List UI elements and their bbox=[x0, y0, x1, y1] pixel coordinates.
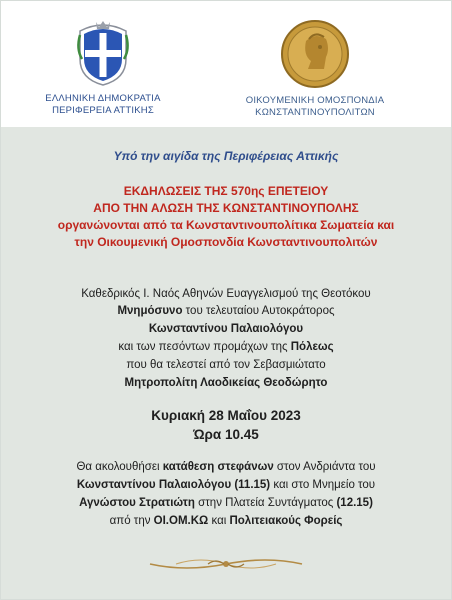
header bbox=[1, 1, 451, 127]
followup-2-b: και στο Μνημείο του bbox=[270, 479, 376, 491]
followup-line-2 bbox=[1, 479, 451, 491]
followup-line-4 bbox=[1, 515, 451, 527]
event-time: Ώρα 10.45 bbox=[193, 427, 259, 442]
followup-3-b: στην Πλατεία Συντάγματος bbox=[194, 497, 337, 509]
content-panel bbox=[1, 127, 451, 599]
memorial-rest: του τελευταίου Αυτοκράτορος bbox=[182, 305, 335, 317]
state-bodies: Πολιτειακούς Φορείς bbox=[229, 515, 343, 527]
church-line: Καθεδρικός Ι. Ναός Αθηνών Ευαγγελισμού της Θεοτόκου bbox=[81, 288, 371, 300]
followup-4-c: και bbox=[208, 515, 230, 527]
memorial-label: Μνημόσυνο bbox=[117, 305, 183, 317]
followup-1-c: στον Ανδριάντα του bbox=[273, 461, 376, 473]
officiant-line: που θα τελεστεί από τον Σεβασμιώτατο bbox=[126, 359, 326, 371]
followup-line-3 bbox=[1, 497, 451, 509]
fallen-city: Πόλεως bbox=[290, 341, 334, 353]
fallen-line bbox=[1, 341, 451, 353]
patronage-subtitle: Υπό την αιγίδα της Περιφέρειας Αττικής bbox=[113, 149, 339, 163]
memorial-line bbox=[1, 305, 451, 317]
followup-3-time: (12.15) bbox=[336, 497, 373, 509]
fallen-start: και των πεσόντων προμάχων της bbox=[118, 341, 291, 353]
byzantine-coin-icon bbox=[278, 19, 352, 89]
decorative-flourish-icon bbox=[146, 552, 306, 576]
attica-logo-line-1: ΕΛΛΗΝΙΚΗ ΔΗΜΟΚΡΑΤΙΑ bbox=[45, 93, 161, 104]
followup-line-1 bbox=[1, 461, 451, 473]
organizers-line-1: οργανώνονται από τα Κωνσταντινουπολίτικα Σωματεία και bbox=[57, 218, 395, 232]
wreath-laying: κατάθεση στεφάνων bbox=[162, 461, 274, 473]
organizers-line-2: την Οικουμενική Ομοσπονδία Κωνσταντινουπολιτών bbox=[74, 235, 378, 249]
followup-2-a: Κωνσταντίνου Παλαιολόγου (11.15) bbox=[76, 479, 271, 491]
federation-logo bbox=[237, 19, 393, 119]
event-date: Κυριακή 28 Μαΐου 2023 bbox=[151, 408, 301, 423]
followup-1-a: Θα ακολουθήσει bbox=[76, 461, 163, 473]
event-title-line-1: ΕΚΔΗΛΩΣΕΙΣ ΤΗΣ 570ης ΕΠΕΤΕΙΟΥ bbox=[123, 184, 329, 198]
greek-coat-of-arms-icon bbox=[74, 19, 132, 87]
emperor-line: Κωνσταντίνου Παλαιολόγου bbox=[148, 323, 304, 335]
event-title-line-2: ΑΠΟ ΤΗΝ ΑΛΩΣΗ ΤΗΣ ΚΩΝΣΤΑΝΤΙΝΟΥΠΟΛΗΣ bbox=[93, 201, 359, 215]
attica-logo-line-2: ΠΕΡΙΦΕΡΕΙΑ ΑΤΤΙΚΗΣ bbox=[52, 105, 154, 116]
followup-4-a: από την bbox=[109, 515, 154, 527]
federation-acronym: ΟΙ.ΟΜ.ΚΩ bbox=[153, 515, 209, 527]
attica-region-logo bbox=[39, 19, 167, 117]
metropolitan-line: Μητροπολίτη Λαοδικείας Θεοδώρητο bbox=[124, 377, 328, 389]
unknown-soldier: Αγνώστου Στρατιώτη bbox=[79, 497, 195, 509]
federation-logo-line-2: ΚΩΝΣΤΑΝΤΙΝΟΥΠΟΛΙΤΩΝ bbox=[255, 107, 375, 118]
federation-logo-line-1: ΟΙΚΟΥΜΕΝΙΚΗ ΟΜΟΣΠΟΝΔΙΑ bbox=[245, 95, 385, 106]
